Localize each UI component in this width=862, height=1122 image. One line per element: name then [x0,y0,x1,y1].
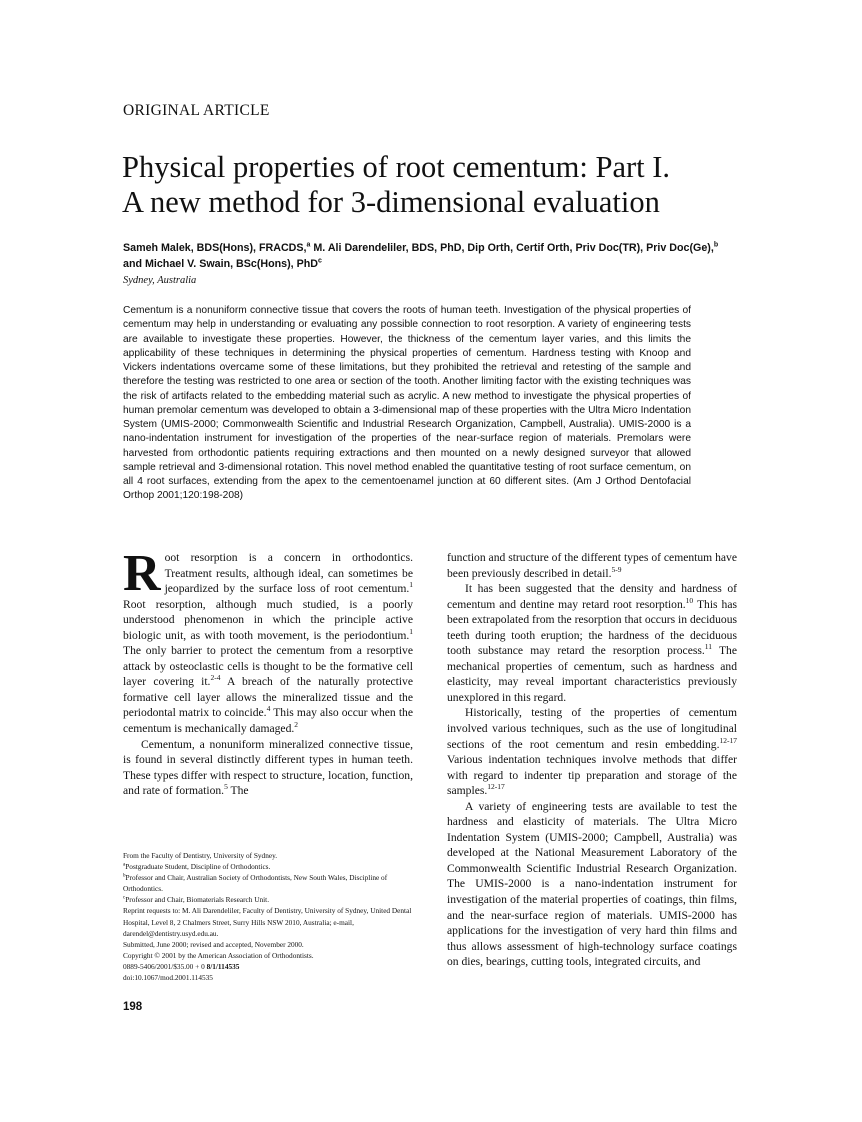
footnote-text: Professor and Chair, Australian Society of Orthodontists, New South Wales, Discipline of Orthodontics. [123,873,388,894]
body-text: oot resorption is a concern in orthodontics. Treatment results, although ideal, can sometimes be jeopardized by the surface loss of root cementum. [164,551,413,596]
footnote-submitted: Submitted, June 2000; revised and accepted, November 2000. [123,939,304,949]
author-location: Sydney, Australia [123,275,197,286]
drop-cap: R [123,545,161,602]
citation: 11 [704,642,712,652]
author-2: M. Ali Darendeliler, BDS, PhD, Dip Orth, Certif Orth, Priv Doc(TR), Priv Doc(Ge), [310,242,714,254]
citation: 1 [409,580,413,590]
body-text: The [227,784,249,798]
body-paragraph [123,737,413,799]
section-label: ORIGINAL ARTICLE [123,102,270,119]
footnotes [123,850,416,983]
footnote-mark: b [123,873,126,879]
author-1-affiliation-mark: a [306,241,311,249]
citation: 12-17 [719,735,737,745]
footnote-text: Postgraduate Student, Discipline of Orthodontics. [125,862,271,872]
footnote-doi: doi:10.1067/mod.2001.114535 [123,973,213,983]
citation: 10 [685,595,694,605]
citation: 1 [409,626,413,636]
body-text: It has been suggested that the density and hardness of cementum and dentine may retard root resorption. [447,582,737,611]
body-text: This may also occur when the cementum is mechanically damaged. [123,706,413,736]
footnote-affiliation: From the Faculty of Dentistry, University of Sydney. [123,851,278,860]
page-number: 198 [123,1001,143,1013]
author-1: Sameh Malek, BDS(Hons), FRACDS, [123,242,307,254]
body-paragraph [447,705,737,798]
body-text: The only barrier to protect the cementum from a resorptive attack by osteoclastic cells is thought to be the formative cell layer covering it. [123,644,413,689]
body-text: A variety of engineering tests are available to test the hardness and elasticity of materials. The Ultra Micro Indentation System (UMIS-2000; Campbell, Australia) was developed at the National Measurement Laboratory of the Commonwealth Scientific Industrial Research Organization. The UMIS-2000 is a nano-indentation instrument for investigation of the material properties of coatings, thin films, and the near-surface region of materials. UMIS-2000 has applications for the investigation of very hard thin films and thus allows assessment of high-technology surface coatings on dies, bearings, cutting tools, integrated circuits, and [447,799,737,969]
author-3-affiliation-mark: c [318,257,322,265]
body-paragraph [447,550,737,581]
author-3: and Michael V. Swain, BSc(Hons), PhD [123,258,318,270]
footnote-mark: c [123,895,126,901]
footnote-mark: a [123,862,126,868]
body-text: The mechanical properties of cementum, such as hardness and elasticity, may reveal important characteristics previously unexplored in this regard. [447,644,737,704]
footnote-a [123,861,416,872]
footnote-reprint: Reprint requests to: M. Ali Darendeliler, Faculty of Dentistry, University of Sydney, United Dental Hospital, Level 8, 2 Chalmers Street, Surry Hills NSW 2010, Australia; e-mail, darendel@dentistry.usyd.edu.au. [123,906,412,938]
body-column-left [123,545,413,799]
citation: 5 [224,782,228,792]
citation: 2-4 [210,673,221,683]
citation: 4 [266,704,271,714]
body-text: function and structure of the different types of cementum have been previously described in detail. [447,551,737,580]
title-line-2: A new method for 3-dimensional evaluation [122,185,660,219]
body-text: Cementum, a nonuniform mineralized connective tissue, is found in several distinctly different types in human teeth. These types differ with respect to structure, location, function, and rate of formation. [123,737,413,798]
body-paragraph [123,545,413,737]
body-text: Various indentation techniques involve methods that differ with regard to indenter tip preparation and storage of the samples. [447,753,737,798]
article-title [122,150,762,220]
author-2-affiliation-mark: b [713,241,719,249]
citation: 2 [294,720,299,730]
footnote-copyright: Copyright © 2001 by the American Association of Orthodontists. [123,950,314,960]
body-text: A breach of the naturally protective formative cell layer allows the mineralized tissue and the periodontal matrix to coincide. [123,675,413,720]
body-text: Root resorption, although much studied, is a poorly understood phenomenon in which the principle active biologic unit, as with tooth movement, is the periodontium. [123,597,413,642]
abstract: Cementum is a nonuniform connective tissue that covers the roots of human teeth. Investigation of the physical properties of cementum may help in understanding or evaluating any possible connection to root resorption. A variety of engineering tests are available to investigate these properties. However, the thickness of the cementum layer varies, and this limits the applicability of these techniques in determining the physical properties of cementum. Hardness testing with Knoop and Vickers indentations overcame some of these limitations, but they prohibited the retrieval and retesting of the sample and therefore the testing was restricted to one area or section of the tooth. Another limiting factor with the existing techniques was the risk of artifacts related to the embedding material such as acrylic. A new method to investigate the physical properties of human premolar cementum was developed to obtain a 3-dimensional map of these properties with the Ultra Micro Indentation System (UMIS-2000; Commonwealth Scientific and Industrial Research Organization, Campbell, Australia). UMIS-2000 is a nano-indentation instrument for investigation of the properties of the near-surface region of materials. Premolars were harvested from orthodontic patients requiring extractions and then mounted on a newly designed surveyor that allowed sample retrieval and 3-dimensional rotation. This novel method enabled the quantitative testing of root surface cementum, on all 4 root surfaces, extending from the apex to the cementoenamel junction at 60 different sites. (Am J Orthod Dentofacial Orthop 2001;120:198-208) [123,305,691,502]
citation: 5-9 [611,564,622,574]
footnote-issn [123,961,416,972]
author-list [123,240,735,272]
issn-text: 0889-5406/2001/$35.00 + 0 [123,961,207,971]
footnote-text: Professor and Chair, Biomaterials Research Unit. [125,895,270,905]
body-text: This has been extrapolated from the resorption that occurs in deciduous teeth during tooth eruption; the hardness of the deciduous tooth substance may retard the resorption process. [447,597,738,658]
issn-code: 8/1/114535 [206,961,240,971]
body-paragraph [447,799,737,970]
body-column-right [447,550,737,970]
citation: 12-17 [487,782,505,792]
title-line-1: Physical properties of root cementum: Part I. [122,150,671,184]
body-text: Historically, testing of the properties of cementum involved various techniques, such as the use of longitudinal sections of the root cementum and resin embedding. [447,706,737,751]
footnote-b [123,872,416,894]
body-paragraph [447,581,737,705]
footnote-c [123,894,416,905]
